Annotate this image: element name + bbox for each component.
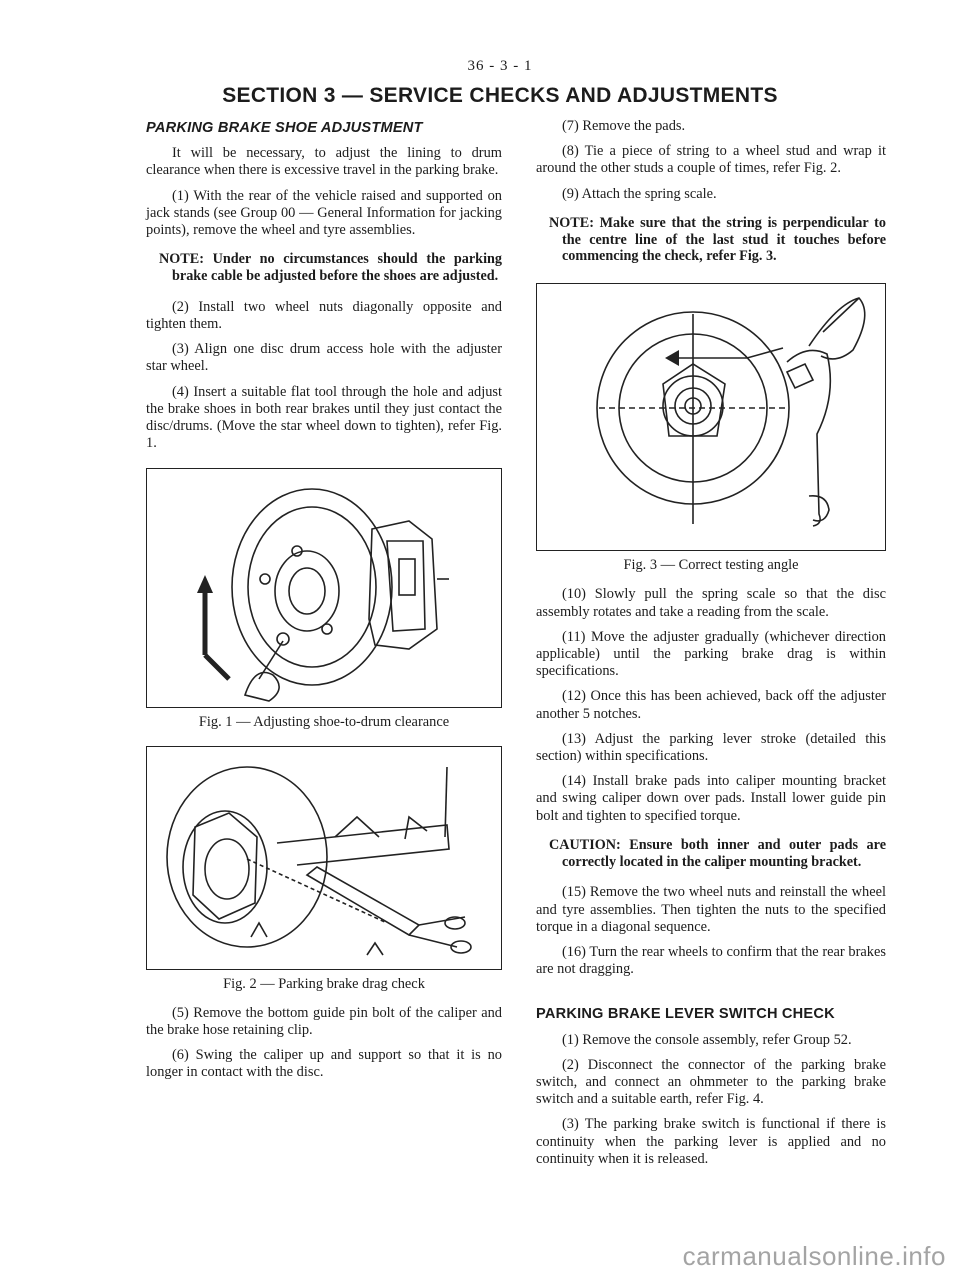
watermark: carmanualsonline.info bbox=[682, 1241, 946, 1271]
switch-step-2: (2) Disconnect the connector of the parking brake switch, and connect an ohmmeter to the parking brake switch and a suitable earth, refer Fig. 4. bbox=[536, 1056, 886, 1108]
figure-1 bbox=[146, 468, 502, 708]
switch-step-1: (1) Remove the console assembly, refer Group 52. bbox=[562, 1031, 852, 1048]
direction-arrow-icon bbox=[197, 575, 213, 593]
switch-step-3: (3) The parking brake switch is functional if there is continuity when the parking lever is applied and no continuity when it is released. bbox=[536, 1116, 886, 1167]
section-title: SECTION 3 — SERVICE CHECKS AND ADJUSTMENTS bbox=[222, 84, 778, 107]
step-11: (11) Move the adjuster gradually (whichever direction applicable) until the parking brake drag is within specifications. bbox=[536, 628, 886, 680]
step-13: (13) Adjust the parking lever stroke (detailed this section) within specifications. bbox=[536, 730, 886, 765]
left-column bbox=[146, 118, 502, 1090]
parking-brake-drag-illustration bbox=[147, 747, 489, 969]
right-column bbox=[536, 118, 886, 1176]
figure-3-caption: Fig. 3 — Correct testing angle bbox=[623, 557, 799, 574]
step-16: (16) Turn the rear wheels to confirm that the rear brakes are not dragging. bbox=[536, 944, 886, 978]
page-number: 36 - 3 - 1 bbox=[467, 58, 533, 74]
step-15: (15) Remove the two wheel nuts and reinstall the wheel and tyre assemblies. Then tighten the nuts to the specified torque in a diagonal sequence. bbox=[536, 884, 886, 935]
testing-angle-illustration bbox=[537, 284, 883, 550]
paragraph: It will be necessary, to adjust the lining to drum clearance when there is excessive travel in the parking brake. bbox=[146, 145, 502, 179]
step-7: (7) Remove the pads. bbox=[562, 118, 686, 134]
step-10: (10) Slowly pull the spring scale so that the disc assembly rotates and take a reading from the scale. bbox=[536, 586, 886, 620]
step-9: (9) Attach the spring scale. bbox=[562, 185, 717, 202]
arrow-icon bbox=[665, 350, 679, 366]
step-4: (4) Insert a suitable flat tool through the hole and adjust the brake shoes in both rear brakes until they just contact the disc/drums. (Move the star wheel down to tighten), refer Fig. 1. bbox=[146, 383, 502, 452]
step-3: (3) Align one disc drum access hole with the adjuster star wheel. bbox=[146, 341, 502, 375]
note: NOTE: Under no circumstances should the parking brake cable be adjusted before the shoes are adjusted. bbox=[159, 251, 502, 285]
step-14: (14) Install brake pads into caliper mounting bracket and swing caliper down over pads. Install lower guide pin bolt and tighten to specified torque. bbox=[536, 773, 886, 824]
note-perpendicular: NOTE: Make sure that the string is perpendicular to the centre line of the last stud it touches before commencing the check, refer Fig. 3. bbox=[549, 214, 886, 265]
parking-brake-shoe-adjustment-heading: PARKING BRAKE SHOE ADJUSTMENT bbox=[146, 120, 423, 136]
step-6: (6) Swing the caliper up and support so that it is no longer in contact with the disc. bbox=[146, 1047, 502, 1081]
figure-2-caption: Fig. 2 — Parking brake drag check bbox=[223, 975, 425, 992]
figure-2 bbox=[146, 746, 502, 970]
step-1: (1) With the rear of the vehicle raised and supported on jack stands (see Group 00 — General Information for jacking points), remove the wheel and tyre assemblies. bbox=[146, 187, 502, 239]
figure-1-caption: Fig. 1 — Adjusting shoe-to-drum clearance bbox=[198, 714, 450, 731]
adjusting-shoe-drum-illustration bbox=[147, 469, 489, 707]
step-12: (12) Once this has been achieved, back off the adjuster another 5 notches. bbox=[536, 688, 886, 722]
step-2: (2) Install two wheel nuts diagonally opposite and tighten them. bbox=[146, 298, 502, 333]
step-8: (8) Tie a piece of string to a wheel stud and wrap it around the other studs a couple of times, refer Fig. 2. bbox=[536, 143, 886, 177]
step-5: (5) Remove the bottom guide pin bolt of the caliper and the brake hose retaining clip. bbox=[146, 1004, 502, 1039]
caution-note: CAUTION: Ensure both inner and outer pads are correctly located in the caliper mounting bracket. bbox=[549, 836, 886, 870]
lever-switch-check-heading: PARKING BRAKE LEVER SWITCH CHECK bbox=[536, 1006, 835, 1023]
figure-3 bbox=[536, 283, 886, 551]
